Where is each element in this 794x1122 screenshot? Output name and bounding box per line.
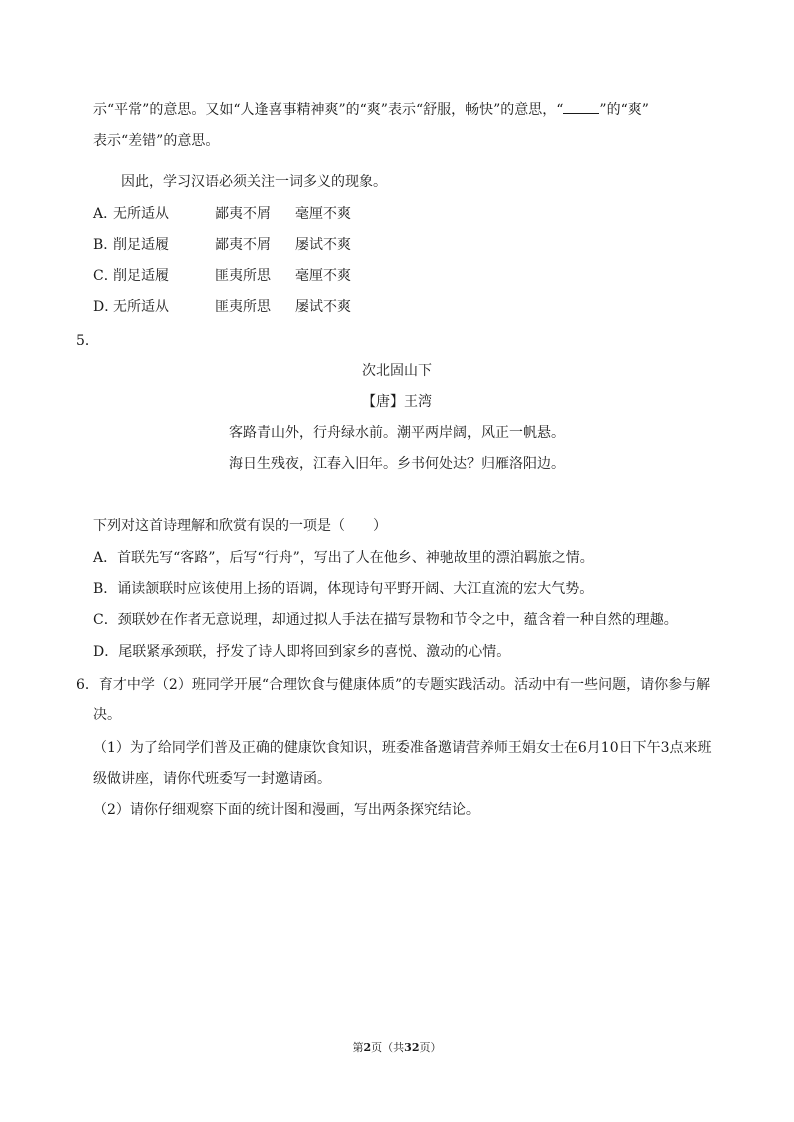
q5-number: 5． (76, 333, 99, 349)
option-label: A． (93, 206, 118, 222)
q4-option-d (93, 297, 351, 317)
option-word-2: 鄙夷不屑 (215, 206, 271, 222)
q5-stem: 下列对这首诗理解和欣赏有误的一项是（ ） (93, 518, 387, 534)
q5-option-a: A．首联先写“客路”，后写“行舟”，写出了人在他乡、神驰故里的漂泊羁旅之情。 (93, 550, 594, 566)
footer-prefix: 第 (352, 1041, 364, 1054)
intro-line-1 (93, 99, 649, 120)
poem-line-2: 海日生残夜，江春入旧年。乡书何处达？归雁洛阳边。 (229, 456, 565, 472)
q4-option-b (93, 235, 351, 255)
footer-mid: 页（共 (371, 1041, 405, 1054)
option-word-1: 无所适从 (113, 206, 169, 222)
footer-total-pages: 32 (404, 1041, 420, 1054)
option-word-3: 毫厘不爽 (295, 268, 351, 284)
q6-sub1-line-1: （1）为了给同学们普及正确的健康饮食知识，班委准备邀请营养师王娟女士在6月10日下午3点来班 (93, 740, 712, 756)
intro-line-2: 表示“差错”的意思。 (93, 133, 220, 149)
option-label: D． (93, 299, 119, 315)
page-footer (0, 1040, 794, 1056)
intro-line-1-part-a: 示“平常”的意思。又如“人逢喜事精神爽”的“爽”表示“舒服，畅快”的意思，“ (93, 102, 564, 118)
option-word-1: 削足适履 (113, 237, 169, 253)
fill-in-blank (563, 99, 599, 114)
q6-sub2: （2）请你仔细观察下面的统计图和漫画，写出两条探究结论。 (93, 802, 480, 818)
poem-title: 次北固山下 (362, 363, 432, 379)
q6-stem-line-1: 6．育才中学（2）班同学开展“合理饮食与健康体质”的专题实践活动。活动中有一些问题，请你参与解 (76, 677, 711, 693)
option-label: C． (93, 268, 118, 284)
footer-page-number: 2 (363, 1041, 372, 1054)
option-word-2: 匪夷所思 (215, 299, 271, 315)
footer-suffix: 页） (419, 1041, 442, 1054)
option-word-1: 削足适履 (113, 268, 169, 284)
option-word-3: 屡试不爽 (295, 299, 351, 315)
option-word-1: 无所适从 (113, 299, 169, 315)
option-word-2: 匪夷所思 (215, 268, 271, 284)
option-word-3: 毫厘不爽 (295, 206, 351, 222)
q5-option-d: D．尾联紧承颈联，抒发了诗人即将回到家乡的喜悦、激动的心情。 (93, 644, 511, 660)
poem-author: 【唐】王湾 (362, 394, 432, 410)
option-label: B． (93, 237, 118, 253)
option-word-3: 屡试不爽 (295, 237, 351, 253)
option-word-2: 鄙夷不屑 (215, 237, 271, 253)
q6-sub1-line-2: 级做讲座，请你代班委写一封邀请函。 (93, 771, 331, 787)
q4-option-a (93, 204, 351, 224)
q5-option-c: C．颈联妙在作者无意说理，却通过拟人手法在描写景物和节令之中，蕴含着一种自然的理趣。 (93, 612, 678, 628)
poem-line-1: 客路青山外，行舟绿水前。潮平两岸阔，风正一帆悬。 (229, 425, 565, 441)
q4-option-c (93, 266, 351, 286)
q6-stem-line-2: 决。 (93, 707, 121, 723)
intro-conclusion: 因此，学习汉语必须关注一词多义的现象。 (121, 174, 387, 190)
intro-line-1-part-b: ”的“爽” (599, 102, 649, 118)
q5-option-b: B．诵读颔联时应该使用上扬的语调，体现诗句平野开阔、大江直流的宏大气势。 (93, 581, 594, 597)
